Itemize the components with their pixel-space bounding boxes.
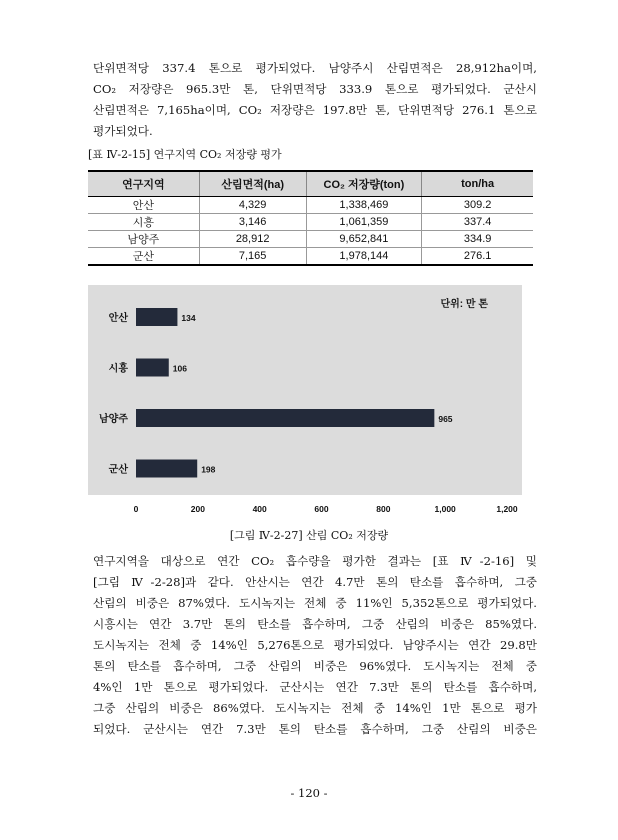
text-line: 톤의 탄소를 흡수하며, 그중 산림의 비중은 96%였다. 도시녹지는 전체 중 [93,659,537,673]
page-number: - 120 - [290,786,328,800]
table-cell: 309.2 [422,197,533,214]
co2-storage-chart [88,285,522,525]
x-tick-label: 800 [376,504,391,514]
table-cell: 28,912 [199,231,306,248]
table-cell: 276.1 [422,248,533,266]
table-cell: 4,329 [199,197,306,214]
data-label: 965 [438,414,453,424]
x-tick-label: 1,000 [434,504,456,514]
text-line: [그림 Ⅳ-2-28]과 같다. 안산시는 연간 4.7만 톤의 탄소를 흡수하며, 그중 [93,575,537,589]
table-cell: 군산 [88,248,199,266]
text-line: 시흥시는 연간 3.7만 톤의 탄소를 흡수하며, 그중 산림의 비중은 85%였다. [93,617,537,631]
co2-storage-table [88,170,533,266]
text-line: 도시녹지는 전체 중 14%인 5,276톤으로 평가되었다. 남양주시는 연간 29.8만 [93,638,537,652]
category-label: 군산 [108,464,128,476]
text-line: 연구지역을 대상으로 연간 CO₂ 흡수량을 평가한 결과는 [표 Ⅳ-2-16] 및 [93,554,537,568]
x-tick-label: 600 [314,504,329,514]
table-cell: 9,652,841 [306,231,422,248]
text-line: 그중 산림의 비중은 86%였다. 도시녹지는 전체 중 14%인 1만 톤으로 평가 [93,701,537,715]
body-paragraph [93,551,537,740]
table-cell: 안산 [88,197,199,214]
x-tick-label: 0 [133,504,139,514]
table-row [88,231,533,248]
text-line: 4%인 1만 톤으로 평가되었다. 군산시는 연간 7.3만 톤의 탄소를 흡수하며, [93,680,537,694]
table-cell: 337.4 [422,214,533,231]
table-row [88,197,533,214]
unit-label: 단위: 만 톤 [440,299,488,310]
category-label: 안산 [108,313,128,324]
table-cell: 1,978,144 [306,248,422,266]
table-cell: 시흥 [88,214,199,231]
text-line: 되었다. 군산시는 연간 7.3만 톤의 탄소를 흡수하며, 그중 산림의 비중은 [93,722,537,736]
text-line: 산림면적은 7,165ha이며, CO₂ 저장량은 197.8만 톤, 단위면적당 276.1 톤으로 [93,103,537,117]
x-tick-label: 400 [252,504,267,514]
table-caption: [표 Ⅳ-2-15] 연구지역 CO₂ 저장량 평가 [88,148,282,161]
table-cell: 334.9 [422,231,533,248]
table-cell: 1,338,469 [306,197,422,214]
table-cell: 남양주 [88,231,199,248]
chart-svg [88,285,522,525]
column-header: 산림면적(ha) [199,171,306,197]
column-header: ton/ha [422,171,533,197]
text-line: 산림의 비중은 87%였다. 도시녹지는 전체 중 11%인 5,352톤으로 평가되었다. [93,596,537,610]
text-line: 평가되었다. [93,124,153,138]
figure-caption: [그림 Ⅳ-2-27] 산림 CO₂ 저장량 [229,529,389,542]
table-row [88,214,533,231]
x-tick-label: 200 [190,504,205,514]
table-row [88,248,533,266]
text-line: CO₂ 저장량은 965.3만 톤, 단위면적당 333.9 톤으로 평가되었다. 군산시 [93,82,537,96]
bar-2 [136,409,434,427]
bar-3 [136,460,197,478]
table-header-row [88,171,533,197]
column-header: 연구지역 [88,171,199,197]
data-label: 134 [181,313,196,323]
data-label: 198 [201,464,216,475]
table-cell: 7,165 [199,248,306,266]
category-label: 남양주 [99,414,128,425]
text-line: 단위면적당 337.4 톤으로 평가되었다. 남양주시 산림면적은 28,912ha이며, [93,61,537,75]
bar-0 [136,308,177,326]
category-label: 시흥 [108,363,128,375]
x-tick-label: 1,200 [496,504,518,514]
data-label: 106 [172,363,187,374]
bar-1 [136,359,169,377]
table-cell: 1,061,359 [306,214,422,231]
intro-paragraph [93,58,537,142]
column-header: CO₂ 저장량(ton) [306,171,422,197]
table-cell: 3,146 [199,214,306,231]
